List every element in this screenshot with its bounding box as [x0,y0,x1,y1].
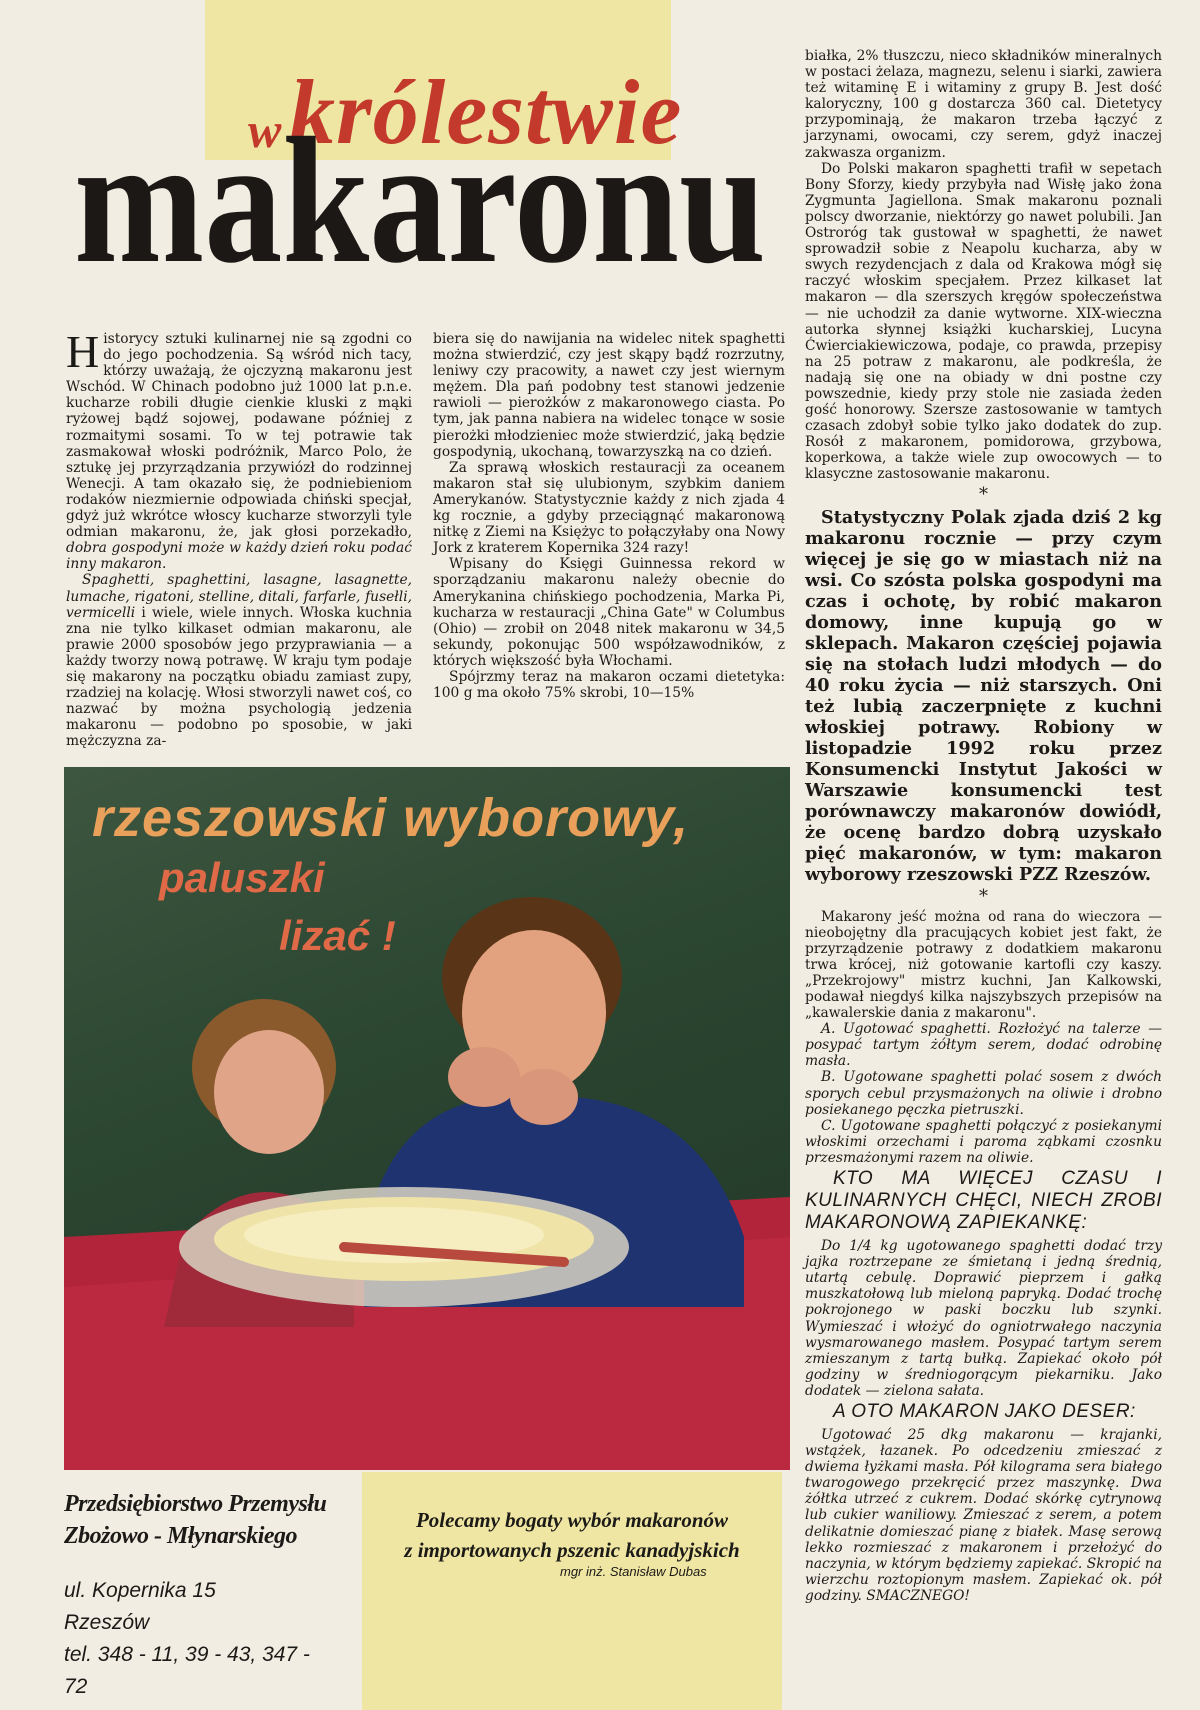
article-column-2 [433,331,785,701]
promo-line: z importowanych pszenic kanadyjskich [404,1538,740,1562]
statistics-text: Statystyczny Polak zjada dziś 2 kg makaronu rocznie — przy czym więcej je się go w miastach niż na wsi. Co szósta polska gospodyni ma czas i ochotę, by robić makaron domowy, inne kupują go w sklepach. Makaron częściej pojawia się na stołach ludzi młodych — do 40 roku życia — niż starszych. Oni też lubią zaczerpnięte z kuchni włoskiej potrawy. Robiony w listopadzie 1992 roku przez Konsumencki Instytut Jakości w Warszawie konsumencki test porównawczy makaronów dowiódł, że ocenę bardzo dobrą uzyskało pięć makaronów, w tym: makaron wyborowy rzeszowski PZZ Rzeszów. [805,506,1162,885]
title-makaronu [74,132,770,314]
ad-subline-1: paluszki [159,854,325,901]
article-text: istorycy sztuki kulinarnej nie są zgodni co do jego pochodzenia. Są wśród nich tacy, którzy uważają, że ojczyzną makaronu jest Wschód. W Chinach podobno już 1000 lat p.n.e. kucharze robili długie cienkie kluski z mąki ryżowej bądź sojowej, podawane później z rozmaitymi sosami. To w tej potrawie tak zasmakował włoski podróżnik, Marco Polo, że sztukę jej przyrządzania przywiózł do rodzinnej Wenecji. A tam okazało się, że podniebieniom rodaków niezmiernie odpowiada chiński specjał, gdyż już wkrótce włoscy kucharze stworzyli tyle odmian makaronu, że, jak głosi porzekadło, [66,331,412,541]
company-name-line: Przedsiębiorstwo Przemysłu [64,1491,327,1517]
recipes-intro: Makarony jeść można od rana do wieczora — nieobojętny dla pracujących kobiet jest fakt, że przyrządzenie potrawy z dodatkiem makaronu trwa krócej, niż gotowanie kartofli czy kaszy. „Przekrojowy" mistrz kuchni, Jan Kalkowski, podawał niegdyś kilka najszybszych przepisów na „kawalerskie dania z makaronu". [805,908,1162,1022]
article-paragraph [66,572,412,749]
recipe-b: B. Ugotowane spaghetti polać sosem z dwóch sporych cebul przysmażonych na oliwie i drobno posiekanego pęczka pietruszki. [805,1069,1162,1118]
address-phone: tel. 348 - 11, 39 - 43, 347 - 72 [64,1643,310,1698]
section-star: * [979,885,988,907]
address-city: Rzeszów [64,1611,150,1634]
article-paragraph: Wpisany do Księgi Guinnessa rekord w sporządzaniu makaronu należy obecnie do Amerykanina chińskiego pochodzenia, Marka Pi, kucharza w restauracji „China Gate" w Columbus (Ohio) — zrobił on 2048 nitek makaronu w 34,5 sekundy, pokonując 500 współzawodników, z których większość była Włochami. [433,556,785,669]
title-makaronu-text: makaronu [74,132,766,301]
ad-subline-2: lizać ! [279,912,396,959]
company-name-line: Zbożowo - Młynarskiego [64,1523,298,1549]
ad-photo [64,767,790,1470]
author-signature: mgr inż. Stanisław Dubas [560,1564,707,1579]
article-text: i wiele, wiele innych. Włoska kuchnia zna nie tylko kilkaset odmian makaronu, ale prawie 2000 sposobów jego przyprawiania — a każdy tworzy nową potrawę. W kraju tym podaje się makarony na początku obiadu zamiast zupy, rzadziej na kolację. Włosi stworzyli nawet coś, co nazwać by można psychologią jedzenia makaronu — podobno po sposobie, w jaki mężczyzna za- [66,604,412,750]
article-column-3 [805,48,1162,1604]
article-paragraph: Spójrzmy teraz na makaron oczami dietetyka: 100 g ma około 75% skrobi, 10—15% [433,668,785,702]
heading-zapiekanka: KTO MA WIĘCEJ CZASU I KULINARNYCH CHĘCI, NIECH ZROBI MAKARONOWĄ ZAPIEKANKĘ: [805,1168,1162,1234]
promo-line: Polecamy bogaty wybór makaronów [415,1508,729,1532]
recipe-a: A. Ugotować spaghetti. Rozłożyć na talerze — posypać tartym żółtym serem, dodać odrobinę masła. [805,1021,1162,1070]
statistics-paragraph [805,507,1162,885]
address-street: ul. Kopernika 15 [64,1579,216,1602]
article-paragraph: białka, 2% tłuszczu, nieco składników mineralnych w postaci żelaza, magnezu, selenu i siarki, zawiera też witaminę E i witaminy z grupy B. Jest dość kaloryczny, 100 g dostarcza 360 cal. Dietetycy przypominają, że makaron trzeba łączyć z jarzynami, owocami, czy serem, gdyż inaczej zakwasza organizm. [805,48,1162,161]
article-paragraph: Do Polski makaron spaghetti trafił w sepetach Bony Sforzy, kiedy przybyła nad Wisłę jako żona Zygmunta Jagiellona. Smak makaronu poznali polscy dworzanie, niektórzy go nawet polubili. Jan Ostroróg tak gustował w spaghetti, że nawet sprowadził sobie z Neapolu kucharza, aby w swych rezydencjach z dala od Krakowa mógł się raczyć włoskim specjałem. Przez kilkaset lat makaron — dla szerszych kręgów społeczeństwa — nie uchodził za danie wytworne. XIX-wieczna autorka słynnej książki kucharskiej, Lucyna Ćwierciakiewiczowa, podaje, co prawda, przepisy na 25 potraw z makaronu, ale podkreśla, że nadają się one na obiady w dni postne czy powszednie, kiedy przy stole nie zasiada żeden gość honorowy. Szersze zastosowanie w tamtych czasach zdobył sobie tylko jako dodatek do zup. Rosół z makaronem, pomidorowa, grzybowa, koperkowa, a także wiele zup owocowych — to klasyczne zastosowanie makaronu. [805,160,1162,483]
company-address [64,1575,334,1703]
article-proverb: dobra gospodyni może w każdy dzień roku podać inny makaron. [66,540,412,573]
recipe-zapiekanka: Do 1/4 kg ugotowanego spaghetti dodać trzy jajka roztrzepane ze śmietaną i jedną średnią, utartą cebulę. Doprawić pieprzem i gałką muszkatołową lub mieloną papryką. Dodać trochę pokrojonego w paski boczku lub szynki. Wymieszać i włożyć do ogniotrwałego naczynia wysmarowanego masłem. Posypać tartym serem zmieszanym z tartą bułką. Zapiekać około pół godziny w średniogorącym piekarniku. Jako dodatek — zielona sałata. [805,1238,1162,1399]
pasta-names: Spaghetti, spaghettini, lasagne, lasagnette, lumache, rigatoni, stelline, ditali, farfarle, fusełli, vermicelli [66,572,412,621]
article-paragraph: biera się do nawijania na widelec nitek spaghetti można stwierdzić, czy jest skąpy bądź rozrzutny, leniwy czy pracowity, a nawet czy jest wiernym mężem. Dla pań podobny test stanowi jedzenie rawioli — pierożków z makaronowego ciasta. Po tym, jak panna nabiera na widelec tonące w sosie pierożki młodzieniec może stwierdzić, jaką będzie gospodynią, ukochaną, towarzyszką na co dzień. [433,331,785,460]
section-star: * [979,483,988,505]
promo-text [372,1505,772,1565]
company-name [64,1488,334,1552]
article-column-1 [66,326,412,750]
recipe-c: C. Ugotowane spaghetti połączyć z posiekanymi włoskimi orzechami i paroma ząbkami czosnku przesmażonymi razem na oliwie. [805,1117,1162,1166]
article-paragraph: Za sprawą włoskich restauracji za oceanem makaron stał się ulubionym, szybkim daniem Amerykanów. Statystycznie każdy z nich zjada 4 kg rocznie, a gdyby przeciągnąć makaronową nitkę z Ziemi na Księżyc to połączyłaby ona Nowy Jork z kraterem Kopernika 324 razy! [433,459,785,557]
recipe-deser: Ugotować 25 dkg makaronu — krajanki, wstążek, łazanek. Po odcedzeniu zmieszać z dwiema łyżkami masła. Pół kilograma sera białego twarogowego przekręcić przez maszynkę. Dwa żółtka utrzeć z cukrem. Dodać skórkę cytrynową lub cukier waniliowy. Zmieszać z serem, a potem delikatnie domieszać pianę z białek. Masę serową lekko rozmieszać z makaronem i przełożyć do naczynia, w którym będziemy zapiekać. Skropić na wierzchu roztopionym masłem. Zapiekać ok. pół godziny. SMACZNEGO! [805,1426,1162,1604]
title-small-w: w [248,102,282,158]
title-krolestwie: królestwie [289,61,683,163]
heading-deser: A OTO MAKARON JAKO DESER: [833,1400,1136,1422]
article-paragraph: Historycy sztuki kulinarnej nie są zgodni co do jego pochodzenia. Są wśród nich tacy, którzy uważają, że ojczyzną makaronu jest Wschód. W Chinach podobno już 1000 lat p.n.e. kucharze robili długie cienkie kluski z mąki ryżowej bądź sojowej, podawane później z rozmaitymi sosami. To w tej potrawie tak zasmakował włoski podróżnik, Marco Polo, że sztukę jej przyrządzania przywiózł do rodzinnej Wenecji. A tam okazało się, że podniebieniom rodaków niezmiernie odpowiada chiński specjał, gdyż już wkrótce włoscy kucharze stworzyli tyle odmian makaronu, że, jak głosi porzekadło, dobra gospodyni może w każdy dzień roku podać inny makaron. [66,326,412,573]
ad-headline: rzeszowski wyborowy, [92,788,690,848]
